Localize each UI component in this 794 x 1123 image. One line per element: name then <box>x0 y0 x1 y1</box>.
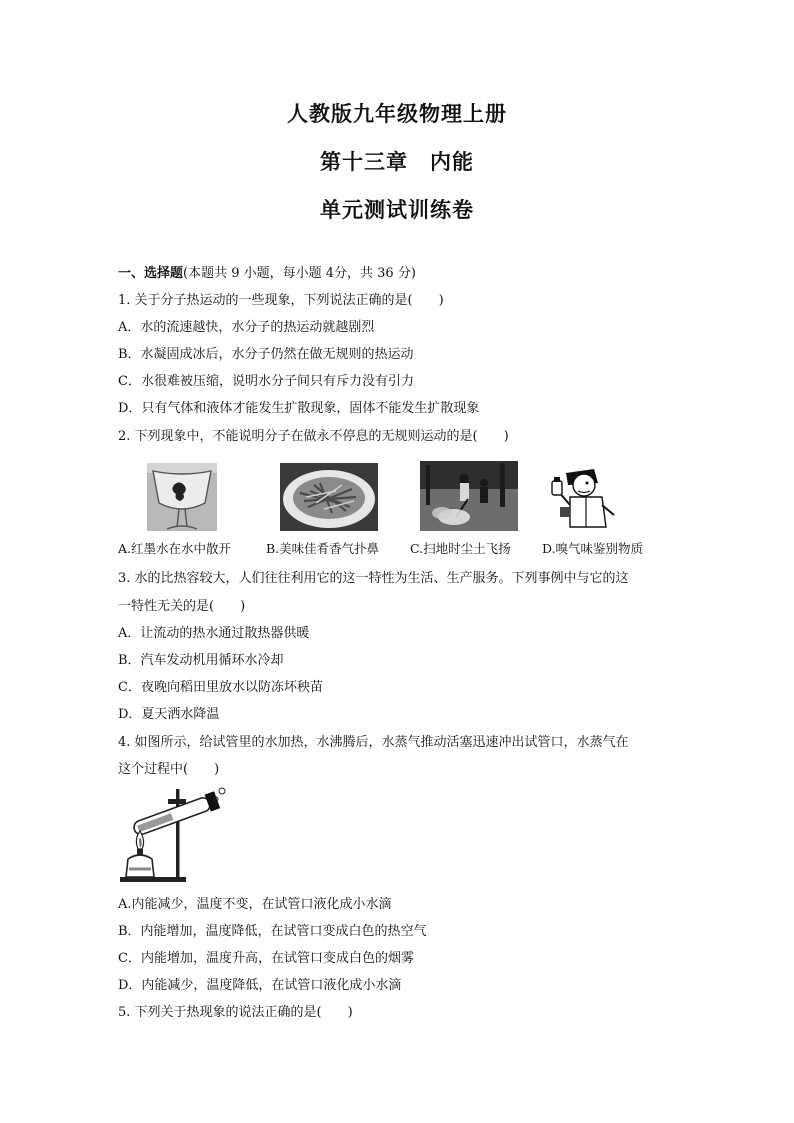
q4-option-d: D．内能减少，温度降低，在试管口液化成小水滴 <box>118 978 402 993</box>
q1-option-b: B．水凝固成冰后，水分子仍然在做无规则的热运动 <box>118 347 414 362</box>
doc-title: 人教版九年级物理上册 <box>287 101 507 126</box>
q3-option-c: C．夜晚向稻田里放水以防冻坏秧苗 <box>118 680 323 695</box>
test-tube-heating-apparatus-image <box>118 785 228 885</box>
q4-option-a: A.内能减少，温度不变，在试管口液化成小水滴 <box>118 897 392 912</box>
food-dish-image <box>280 463 378 531</box>
section-heading <box>118 262 416 281</box>
q2-stem: 2. 下列现象中，不能说明分子在做永不停息的无规则运动的是( ) <box>118 429 509 444</box>
q3-option-b: B．汽车发动机用循环水冷却 <box>118 653 284 668</box>
q2-option-d: D.嗅气味鉴别物质 <box>542 541 644 556</box>
q4-option-b: B．内能增加，温度降低，在试管口变成白色的热空气 <box>118 924 427 939</box>
q1-option-a: A．水的流速越快，水分子的热运动就越剧烈 <box>118 320 375 335</box>
q2-option-c: C.扫地时尘土飞扬 <box>410 541 511 556</box>
red-ink-in-water-image <box>147 463 217 531</box>
q1-option-c: C．水很难被压缩，说明水分子间只有斥力没有引力 <box>118 374 414 389</box>
q3-option-a: A．让流动的热水通过散热器供暖 <box>118 626 310 641</box>
q2-option-b: B.美味佳肴香气扑鼻 <box>266 541 380 556</box>
q5-stem: 5. 下列关于热现象的说法正确的是( ) <box>118 1005 353 1020</box>
q3-option-d: D．夏天洒水降温 <box>118 707 220 722</box>
chapter-title: 第十三章 内能 <box>320 149 474 174</box>
q3-stem-line2: 一特性无关的是( ) <box>118 599 246 614</box>
sweeping-dust-image <box>420 461 518 531</box>
q1-option-d: D．只有气体和液体才能发生扩散现象，固体不能发生扩散现象 <box>118 401 480 416</box>
q4-stem-line1: 4. 如图所示，给试管里的水加热，水沸腾后，水蒸气推动活塞迅速冲出试管口，水蒸气在 <box>118 735 629 750</box>
q2-option-a: A.红墨水在水中散开 <box>118 541 232 556</box>
q4-stem-line2: 这个过程中( ) <box>118 762 220 777</box>
test-title: 单元测试训练卷 <box>320 197 474 222</box>
q3-stem-line1: 3. 水的比热容较大，人们往往利用它的这一特性为生活、生产服务。下列事例中与它的这 <box>118 571 629 586</box>
q4-option-c: C．内能增加，温度升高，在试管口变成白色的烟雾 <box>118 951 414 966</box>
q1-stem: 1. 关于分子热运动的一些现象，下列说法正确的是( ) <box>118 293 444 308</box>
smelling-bottle-image <box>548 461 624 533</box>
section-note: (本题共 9 小题，每小题 4分，共 36 分) <box>183 266 416 281</box>
section-label: 一、选择题 <box>118 266 184 281</box>
